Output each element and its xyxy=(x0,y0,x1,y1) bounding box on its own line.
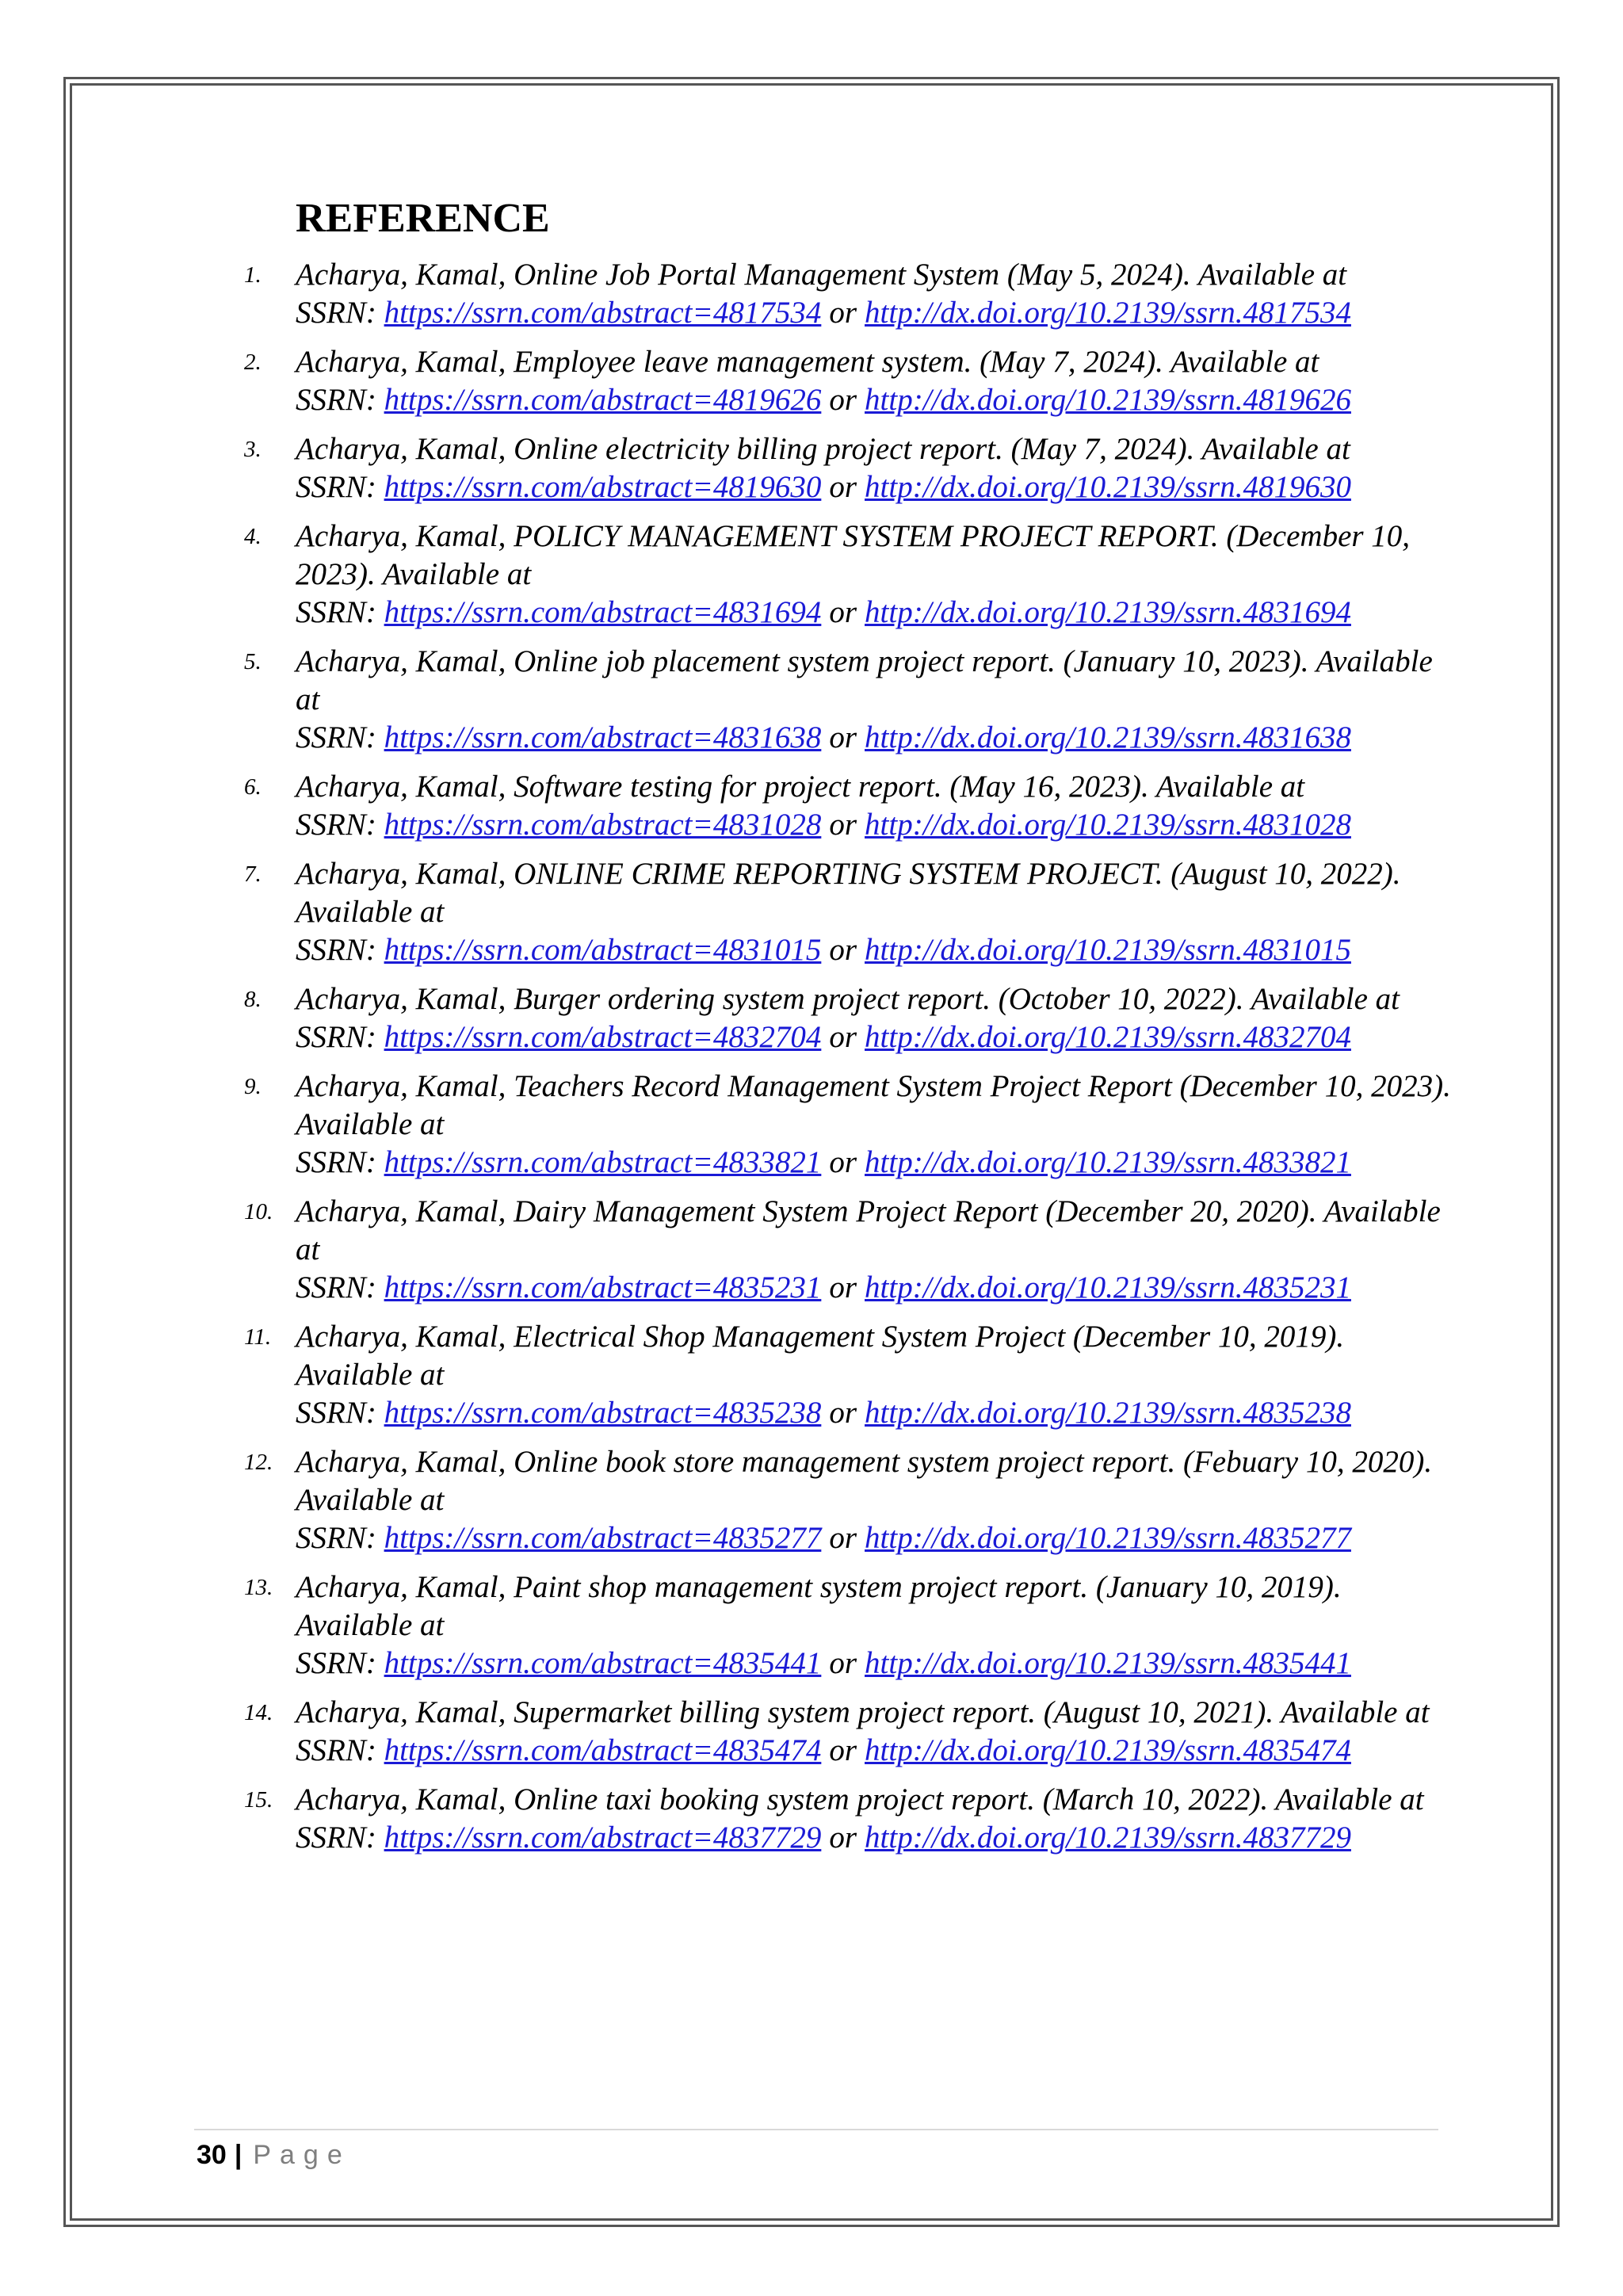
reference-number: 1. xyxy=(244,262,262,288)
reference-number: 10. xyxy=(244,1199,273,1224)
doi-link[interactable]: http://dx.doi.org/10.2139/ssrn.4831694 xyxy=(865,595,1351,629)
ssrn-prefix: SSRN: xyxy=(296,1020,384,1054)
reference-text xyxy=(296,256,1458,332)
reference-item xyxy=(238,643,1458,757)
reference-item xyxy=(238,768,1458,844)
or-connector: or xyxy=(829,1396,857,1430)
reference-text xyxy=(296,1443,1458,1557)
reference-number: 13. xyxy=(244,1575,273,1600)
or-connector: or xyxy=(829,1733,857,1767)
reference-citation: Acharya, Kamal, Paint shop management system project report. (January 10, 2019). Available at xyxy=(296,1570,1342,1642)
doi-link[interactable]: http://dx.doi.org/10.2139/ssrn.4835277 xyxy=(865,1521,1351,1555)
reference-number: 6. xyxy=(244,774,262,800)
reference-links xyxy=(296,294,1458,332)
ssrn-prefix: SSRN: xyxy=(296,808,384,842)
reference-citation: Acharya, Kamal, Online job placement system project report. (January 10, 2023). Available at xyxy=(296,644,1433,716)
reference-list xyxy=(238,256,1458,1857)
ssrn-link[interactable]: https://ssrn.com/abstract=4817534 xyxy=(384,296,822,330)
page-number: 30 xyxy=(197,2140,227,2170)
ssrn-link[interactable]: https://ssrn.com/abstract=4837729 xyxy=(384,1820,822,1855)
reference-citation: Acharya, Kamal, Electrical Shop Management System Project (December 10, 2019). Available at xyxy=(296,1320,1345,1392)
ssrn-prefix: SSRN: xyxy=(296,1646,384,1680)
or-connector: or xyxy=(829,720,857,755)
reference-text xyxy=(296,1694,1458,1770)
footer-divider xyxy=(194,2129,1438,2130)
reference-citation: Acharya, Kamal, Supermarket billing system project report. (August 10, 2021). Available at xyxy=(296,1695,1430,1729)
reference-citation: Acharya, Kamal, POLICY MANAGEMENT SYSTEM PROJECT REPORT. (December 10, 2023). Available at xyxy=(296,519,1411,591)
doi-link[interactable]: http://dx.doi.org/10.2139/ssrn.4835238 xyxy=(865,1396,1351,1430)
reference-citation: Acharya, Kamal, ONLINE CRIME REPORTING SYSTEM PROJECT. (August 10, 2022). Available at xyxy=(296,857,1401,929)
doi-link[interactable]: http://dx.doi.org/10.2139/ssrn.4835474 xyxy=(865,1733,1351,1767)
doi-link[interactable]: http://dx.doi.org/10.2139/ssrn.4832704 xyxy=(865,1020,1351,1054)
reference-links xyxy=(296,719,1458,757)
doi-link[interactable]: http://dx.doi.org/10.2139/ssrn.4833821 xyxy=(865,1145,1351,1179)
doi-link[interactable]: http://dx.doi.org/10.2139/ssrn.4835231 xyxy=(865,1270,1351,1305)
ssrn-link[interactable]: https://ssrn.com/abstract=4833821 xyxy=(384,1145,822,1179)
or-connector: or xyxy=(829,933,857,967)
ssrn-link[interactable]: https://ssrn.com/abstract=4831694 xyxy=(384,595,822,629)
reference-citation: Acharya, Kamal, Employee leave management system. (May 7, 2024). Available at xyxy=(296,345,1319,379)
doi-link[interactable]: http://dx.doi.org/10.2139/ssrn.4817534 xyxy=(865,296,1351,330)
ssrn-prefix: SSRN: xyxy=(296,1820,384,1855)
reference-item xyxy=(238,343,1458,419)
reference-citation: Acharya, Kamal, Software testing for project report. (May 16, 2023). Available at xyxy=(296,770,1305,804)
ssrn-link[interactable]: https://ssrn.com/abstract=4831015 xyxy=(384,933,822,967)
reference-text xyxy=(296,980,1458,1056)
doi-link[interactable]: http://dx.doi.org/10.2139/ssrn.4831015 xyxy=(865,933,1351,967)
reference-citation: Acharya, Kamal, Online taxi booking system project report. (March 10, 2022). Available at xyxy=(296,1782,1424,1817)
reference-item xyxy=(238,855,1458,969)
or-connector: or xyxy=(829,383,857,417)
reference-citation: Acharya, Kamal, Teachers Record Management System Project Report (December 10, 2023). Available at xyxy=(296,1069,1451,1141)
ssrn-prefix: SSRN: xyxy=(296,1270,384,1305)
reference-item xyxy=(238,256,1458,332)
reference-text xyxy=(296,1193,1458,1307)
reference-item xyxy=(238,1068,1458,1182)
ssrn-prefix: SSRN: xyxy=(296,470,384,504)
ssrn-link[interactable]: https://ssrn.com/abstract=4835231 xyxy=(384,1270,822,1305)
or-connector: or xyxy=(829,1820,857,1855)
ssrn-link[interactable]: https://ssrn.com/abstract=4835441 xyxy=(384,1646,822,1680)
reference-item xyxy=(238,1318,1458,1432)
reference-links xyxy=(296,1144,1458,1182)
or-connector: or xyxy=(829,470,857,504)
reference-citation: Acharya, Kamal, Dairy Management System Project Report (December 20, 2020). Available at xyxy=(296,1194,1441,1266)
reference-links xyxy=(296,806,1458,844)
ssrn-link[interactable]: https://ssrn.com/abstract=4835474 xyxy=(384,1733,822,1767)
reference-text xyxy=(296,1781,1458,1857)
reference-item xyxy=(238,430,1458,506)
reference-links xyxy=(296,468,1458,506)
reference-links xyxy=(296,594,1458,632)
reference-number: 3. xyxy=(244,437,262,462)
reference-links xyxy=(296,1269,1458,1307)
reference-links xyxy=(296,1394,1458,1432)
reference-number: 7. xyxy=(244,861,262,887)
reference-text xyxy=(296,855,1458,969)
reference-number: 9. xyxy=(244,1074,262,1099)
reference-citation: Acharya, Kamal, Burger ordering system project report. (October 10, 2022). Available at xyxy=(296,982,1400,1016)
reference-citation: Acharya, Kamal, Online electricity billing project report. (May 7, 2024). Available at xyxy=(296,432,1350,466)
page-title: REFERENCE xyxy=(296,196,550,241)
or-connector: or xyxy=(829,1020,857,1054)
or-connector: or xyxy=(829,808,857,842)
reference-text xyxy=(296,1068,1458,1182)
reference-links xyxy=(296,1645,1458,1683)
reference-text xyxy=(296,643,1458,757)
ssrn-link[interactable]: https://ssrn.com/abstract=4819630 xyxy=(384,470,822,504)
reference-text xyxy=(296,768,1458,844)
reference-links xyxy=(296,1519,1458,1557)
reference-number: 5. xyxy=(244,649,262,674)
reference-text xyxy=(296,1568,1458,1683)
ssrn-link[interactable]: https://ssrn.com/abstract=4835238 xyxy=(384,1396,822,1430)
or-connector: or xyxy=(829,1145,857,1179)
footer-separator: | xyxy=(234,2140,242,2170)
reference-links xyxy=(296,1819,1458,1857)
page-footer xyxy=(197,2140,351,2171)
or-connector: or xyxy=(829,1270,857,1305)
ssrn-link[interactable]: https://ssrn.com/abstract=4831638 xyxy=(384,720,822,755)
ssrn-link[interactable]: https://ssrn.com/abstract=4831028 xyxy=(384,808,822,842)
reference-item xyxy=(238,1443,1458,1557)
reference-number: 2. xyxy=(244,350,262,375)
reference-item xyxy=(238,1694,1458,1770)
or-connector: or xyxy=(829,1646,857,1680)
reference-item xyxy=(238,1193,1458,1307)
reference-number: 4. xyxy=(244,524,262,549)
reference-number: 8. xyxy=(244,987,262,1012)
ssrn-link[interactable]: https://ssrn.com/abstract=4819626 xyxy=(384,383,822,417)
doi-link[interactable]: http://dx.doi.org/10.2139/ssrn.4819630 xyxy=(865,470,1351,504)
reference-citation: Acharya, Kamal, Online book store management system project report. (Febuary 10, 2020). Available at xyxy=(296,1445,1433,1517)
reference-text xyxy=(296,1318,1458,1432)
ssrn-link[interactable]: https://ssrn.com/abstract=4835277 xyxy=(384,1521,822,1555)
reference-number: 12. xyxy=(244,1450,273,1475)
ssrn-prefix: SSRN: xyxy=(296,383,384,417)
reference-number: 15. xyxy=(244,1787,273,1813)
doi-link[interactable]: http://dx.doi.org/10.2139/ssrn.4831638 xyxy=(865,720,1351,755)
reference-item xyxy=(238,1568,1458,1683)
reference-links xyxy=(296,1732,1458,1770)
or-connector: or xyxy=(829,1521,857,1555)
reference-text xyxy=(296,343,1458,419)
ssrn-prefix: SSRN: xyxy=(296,933,384,967)
reference-links xyxy=(296,381,1458,419)
reference-text xyxy=(296,518,1458,632)
reference-number: 11. xyxy=(244,1324,272,1350)
ssrn-prefix: SSRN: xyxy=(296,296,384,330)
doi-link[interactable]: http://dx.doi.org/10.2139/ssrn.4837729 xyxy=(865,1820,1351,1855)
reference-text xyxy=(296,430,1458,506)
or-connector: or xyxy=(829,296,857,330)
or-connector: or xyxy=(829,595,857,629)
reference-links xyxy=(296,931,1458,969)
ssrn-prefix: SSRN: xyxy=(296,1396,384,1430)
page-label: Page xyxy=(253,2140,351,2170)
ssrn-link[interactable]: https://ssrn.com/abstract=4832704 xyxy=(384,1020,822,1054)
ssrn-prefix: SSRN: xyxy=(296,595,384,629)
doi-link[interactable]: http://dx.doi.org/10.2139/ssrn.4831028 xyxy=(865,808,1351,842)
ssrn-prefix: SSRN: xyxy=(296,720,384,755)
reference-item xyxy=(238,518,1458,632)
reference-citation: Acharya, Kamal, Online Job Portal Management System (May 5, 2024). Available at xyxy=(296,258,1347,292)
reference-item xyxy=(238,980,1458,1056)
reference-number: 14. xyxy=(244,1700,273,1725)
ssrn-prefix: SSRN: xyxy=(296,1521,384,1555)
doi-link[interactable]: http://dx.doi.org/10.2139/ssrn.4819626 xyxy=(865,383,1351,417)
ssrn-prefix: SSRN: xyxy=(296,1733,384,1767)
reference-item xyxy=(238,1781,1458,1857)
reference-links xyxy=(296,1018,1458,1056)
doi-link[interactable]: http://dx.doi.org/10.2139/ssrn.4835441 xyxy=(865,1646,1351,1680)
ssrn-prefix: SSRN: xyxy=(296,1145,384,1179)
